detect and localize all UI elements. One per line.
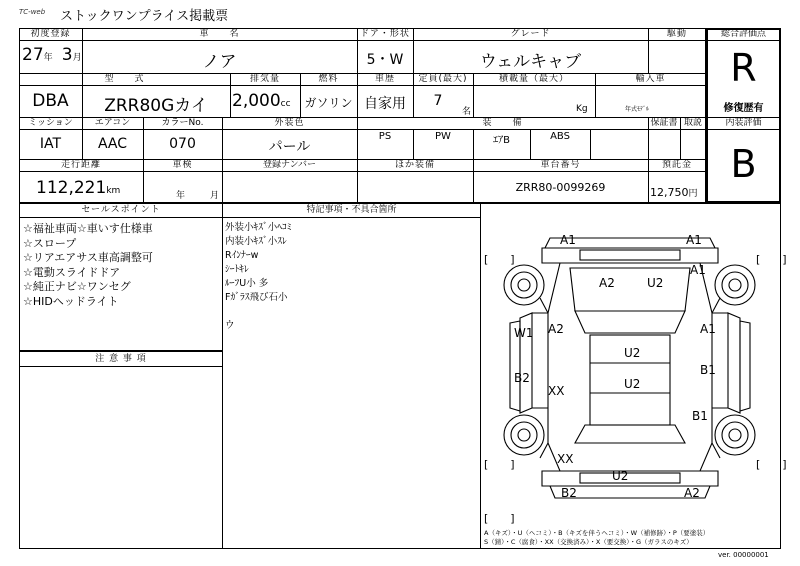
notes-header: 注 意 事 項 (95, 354, 147, 364)
label-drive: 駆動 (666, 29, 687, 39)
label-color-no: カラーNo. (161, 118, 204, 128)
mileage-value: 112,221km (36, 178, 121, 198)
label-plate: 登録ナンバー (263, 160, 316, 170)
inspection-year-unit: 年 (176, 191, 186, 201)
interior-grade-value: B (730, 142, 757, 186)
label-mission: ミッション (28, 118, 73, 128)
list-item: ☆電動スライドドア (23, 265, 121, 279)
damage-mark: A1 (690, 263, 706, 277)
equipment-item: PS (378, 131, 392, 142)
label-import: 輸入車 (635, 74, 666, 84)
sales-points-list (23, 222, 153, 309)
overall-grade-caption: 修復歴有 (723, 103, 764, 114)
history-value: 自家用 (364, 96, 406, 112)
list-item (225, 305, 292, 319)
document-title: ストックワンプライス掲載票 (60, 9, 229, 24)
label-fuel: 燃料 (318, 74, 339, 84)
damage-mark: XX (548, 384, 565, 398)
bracket-field: [ ] (484, 512, 515, 525)
inspection-month-unit: 月 (210, 191, 220, 201)
damage-mark: A1 (560, 233, 576, 247)
list-item: ☆スロープ (23, 236, 77, 250)
sales-points-header: セールスポイント (81, 205, 161, 215)
damage-mark: A2 (548, 322, 564, 336)
label-deposit: 預託金 (661, 160, 692, 170)
list-item: ☆福祉車両☆車いす仕様車 (23, 222, 153, 235)
notes-box (19, 351, 223, 549)
fuel-value: ガソリン (304, 96, 353, 110)
list-item: ｼｰﾄｷﾚ (225, 264, 249, 275)
inspector-notes-header: 特記事項・不具合箇所 (306, 205, 397, 215)
label-overall-grade: 総合評価点 (720, 29, 766, 39)
door-type-value: 5・W (366, 52, 404, 68)
damage-legend-line: A（キズ）・U（ヘコミ）・B（キズを伴うヘコミ）・W（補修跡）・P（要塗装） (484, 529, 710, 537)
chassis-value: ZRR80-0099269 (515, 181, 606, 194)
label-aircon: エアコン (94, 118, 131, 128)
list-item: 外装小ｷｽﾞ小ﾍｺﾐ (225, 222, 292, 233)
label-model: 型 式 (104, 74, 145, 84)
displacement-value: 2,000cc (232, 91, 291, 111)
first-reg-value: 27年 3月 (22, 45, 82, 65)
damage-legend-line: S（錆）・C（腐食）・XX（交換済み）・X（要交換）・G（ガラスのキズ） (484, 538, 693, 546)
label-car-name: 車 名 (199, 29, 240, 39)
label-manual: 取説 (683, 118, 702, 128)
import-model-year-note: 年式ﾓﾃﾞﾙ (625, 106, 650, 113)
label-load: 積載量（最大） (498, 74, 569, 84)
label-exterior-color: 外装色 (274, 118, 305, 128)
exterior-color-value: パール (268, 139, 311, 155)
capacity-unit: 名 (462, 107, 472, 117)
inspector-notes-list (225, 221, 292, 333)
label-chassis: 車台番号 (540, 160, 581, 170)
list-item: Fｶﾞﾗｽ飛び石小 (225, 292, 288, 303)
bracket-field: [ ] (756, 458, 787, 471)
damage-mark: U2 (624, 377, 641, 391)
label-grade: グレード (510, 29, 551, 39)
mission-value: IAT (39, 136, 62, 152)
deposit-value: 12,750円 (650, 186, 698, 199)
load-unit: Kg (576, 104, 588, 114)
damage-mark: A1 (700, 322, 716, 336)
label-history: 車歴 (374, 74, 395, 84)
bracket-field: [ ] (484, 253, 515, 266)
label-interior-grade: 内装評価 (725, 118, 762, 128)
list-item: ☆純正ナビ☆ワンセグ (23, 280, 131, 293)
list-item: ウ (225, 320, 235, 331)
company-logo: TC-web (19, 8, 46, 16)
overall-grade-value: R (730, 46, 757, 90)
capacity-value: 7 (433, 93, 443, 109)
label-inspection: 車検 (172, 160, 193, 170)
bracket-field: [ ] (756, 253, 787, 266)
label-first-reg: 初度登録 (30, 29, 71, 39)
grade-value: ウェルキャブ (479, 52, 582, 72)
list-item: 内装小ｷｽﾞ小ｽﾚ (225, 236, 287, 247)
damage-mark: B2 (561, 486, 577, 500)
label-mileage: 走行距離 (60, 160, 101, 170)
damage-mark: U2 (624, 346, 641, 360)
aircon-value: AAC (97, 136, 128, 152)
label-door-type: ドア・形状 (360, 29, 410, 39)
label-displacement: 排気量 (249, 74, 280, 84)
damage-mark: B1 (692, 409, 708, 423)
equipment-item: PW (435, 131, 451, 142)
color-no-value: 070 (169, 136, 196, 152)
list-item: ﾙｰﾌU小 多 (225, 278, 269, 289)
bracket-field: [ ] (484, 458, 515, 471)
damage-mark: B2 (514, 371, 530, 385)
list-item: Rｲﾝﾅｰw (225, 250, 259, 261)
list-item: ☆リアエアサス車高調整可 (23, 251, 153, 264)
damage-mark: XX (557, 452, 574, 466)
model-prefix-value: DBA (32, 91, 69, 111)
label-capacity: 定員(最大) (418, 74, 468, 84)
damage-mark: B1 (700, 363, 716, 377)
damage-mark: W1 (514, 326, 534, 340)
label-other-equipment: ほか装備 (394, 160, 435, 170)
version-label: ver. 00000001 (718, 551, 769, 559)
damage-mark: A2 (684, 486, 700, 500)
label-equipment: 装 備 (482, 118, 523, 128)
damage-mark: A1 (686, 233, 702, 247)
label-warranty: 保証書 (650, 118, 678, 128)
model-value: ZRR80Gカイ (104, 96, 208, 116)
damage-mark: U2 (612, 469, 629, 483)
damage-mark: U2 (647, 276, 664, 290)
equipment-item: ｴｱB (493, 135, 510, 146)
car-name-value: ノア (202, 52, 237, 72)
equipment-item: ABS (550, 131, 570, 142)
list-item: ☆HIDヘッドライト (23, 294, 119, 308)
damage-mark: A2 (599, 276, 615, 290)
